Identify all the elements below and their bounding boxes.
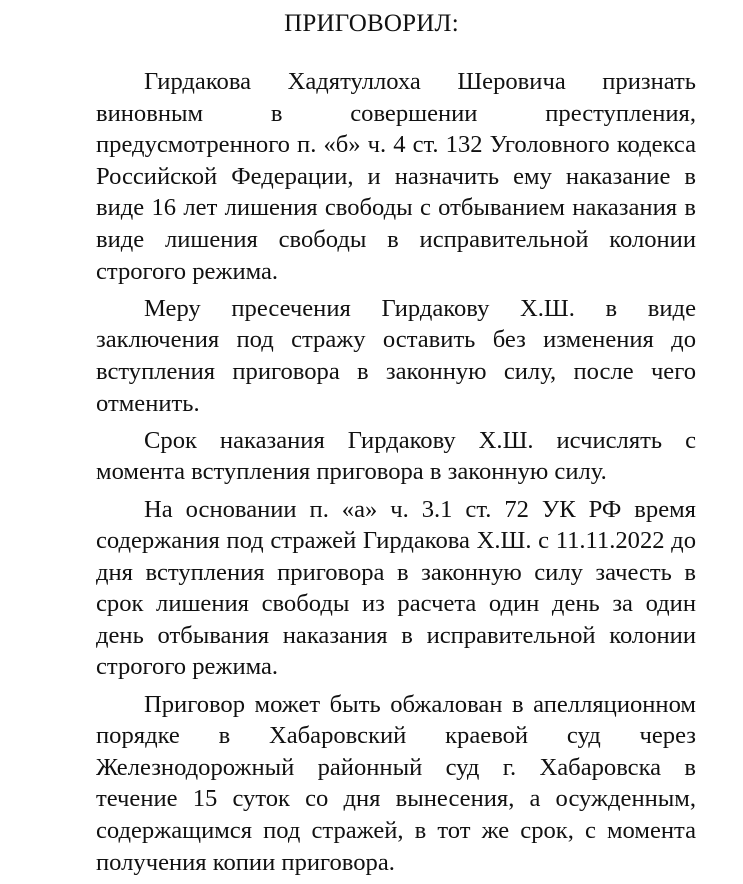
paragraph-appeal: Приговор может быть обжалован в апелляционном порядке в Хабаровский краевой суд через Железнодорожный районный суд г. Хабаровска в течение 15 суток со дня вынесения, а осужденным, содержащимся под стражей, в тот же срок, с момента получения копии приговора. xyxy=(96,690,696,876)
paragraph-term-start: Срок наказания Гирдакову Х.Ш. исчислять с момента вступления приговора в законную силу. xyxy=(96,426,696,486)
verdict-heading: ПРИГОВОРИЛ: xyxy=(284,10,459,37)
verdict-body xyxy=(96,66,696,884)
paragraph-sentence: Гирдакова Хадятуллоха Шеровича признать виновным в совершении преступления, предусмотренного п. «б» ч. 4 ст. 132 Уголовного кодекса Российской Федерации, и назначить ему наказание в виде 16 лет лишения свободы с отбыванием наказания в виде лишения свободы в исправительной колонии строгого режима. xyxy=(96,68,696,285)
paragraph-time-served: На основании п. «а» ч. 3.1 ст. 72 УК РФ время содержания под стражей Гирдакова Х.Ш. с 11.11.2022 до дня вступления приговора в законную силу зачесть в срок лишения свободы из расчета один день за один день отбывания наказания в исправительной колонии строгого режима. xyxy=(96,495,696,681)
paragraph-preventive-measure: Меру пресечения Гирдакову Х.Ш. в виде заключения под стражу оставить без изменения до вступления приговора в законную силу, после чего отменить. xyxy=(96,294,696,417)
